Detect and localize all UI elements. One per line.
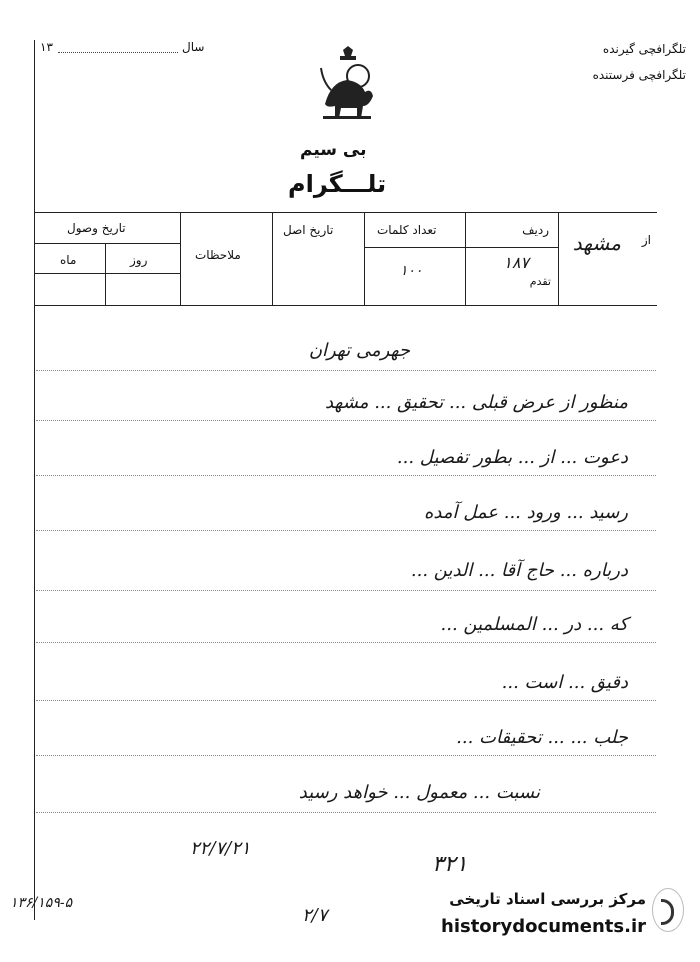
row-value: ۱۸۷ <box>503 253 529 272</box>
arrival-date-label: تاریخ وصول <box>67 221 126 235</box>
wireless-label: بی سیم <box>300 140 367 160</box>
message-line: که ... در ... المسلمین ... <box>440 614 628 635</box>
ruled-line <box>36 755 656 756</box>
message-line: دقیق ... است ... <box>501 672 628 693</box>
watermark-logo-icon <box>652 888 684 932</box>
lion-sun-emblem-icon <box>313 44 383 124</box>
original-date-label: تاریخ اصل <box>283 223 334 237</box>
year-dotted-line <box>58 52 178 53</box>
telegram-title: تلـــگرام <box>288 170 387 198</box>
watermark-url: historydocuments.ir <box>441 916 646 937</box>
number-mark: ۳۲۱ <box>432 852 468 877</box>
row-label: ردیف <box>522 223 549 237</box>
day-label: روز <box>130 253 148 267</box>
fraction-mark: ۲/۷ <box>302 905 328 926</box>
month-label: ماه <box>60 253 77 267</box>
margin-line <box>34 40 35 920</box>
word-count-label: تعداد کلمات <box>377 223 437 237</box>
message-line: جلب ... ... تحقیقات ... <box>456 727 628 748</box>
from-value: مشهد <box>572 231 621 255</box>
ruled-line <box>36 700 656 701</box>
priority-label: تقدم <box>529 275 551 288</box>
ruled-line <box>36 590 656 591</box>
ruled-line <box>36 530 656 531</box>
message-line: رسید ... ورود ... عمل آمده <box>424 502 628 523</box>
sender-operator-label: تلگرافچی فرستنده <box>592 68 686 82</box>
message-line: درباره ... حاج آقا ... الدین ... <box>410 560 628 581</box>
word-count-value: ۱۰۰ <box>400 263 423 279</box>
notes-label: ملاحظات <box>195 248 241 262</box>
year-label: سال <box>182 40 205 54</box>
ruled-line <box>36 475 656 476</box>
watermark <box>400 880 690 950</box>
message-addressee: جهرمی تهران <box>308 340 410 361</box>
from-label: از <box>641 233 651 247</box>
ruled-line <box>36 370 656 371</box>
header-table <box>35 212 657 306</box>
receiver-operator-label: تلگرافچی گیرنده <box>602 42 686 56</box>
ruled-line <box>36 420 656 421</box>
watermark-title: مرکز بررسی اسناد تاریخی <box>449 890 646 908</box>
reference-mark: ۱۳۶/۱۵۹-۵ <box>10 895 73 911</box>
ruled-line <box>36 812 656 813</box>
message-line: منظور از عرض قبلی ... تحقیق ... مشهد <box>325 392 628 413</box>
signature-date: ۲۲/۷/۲۱ <box>190 838 251 859</box>
ruled-line <box>36 642 656 643</box>
message-line: دعوت ... از ... بطور تفصیل ... <box>396 447 628 468</box>
message-line: نسبت ... معمول ... خواهد رسید <box>298 782 540 803</box>
year-value: ۱۳ <box>40 40 53 54</box>
